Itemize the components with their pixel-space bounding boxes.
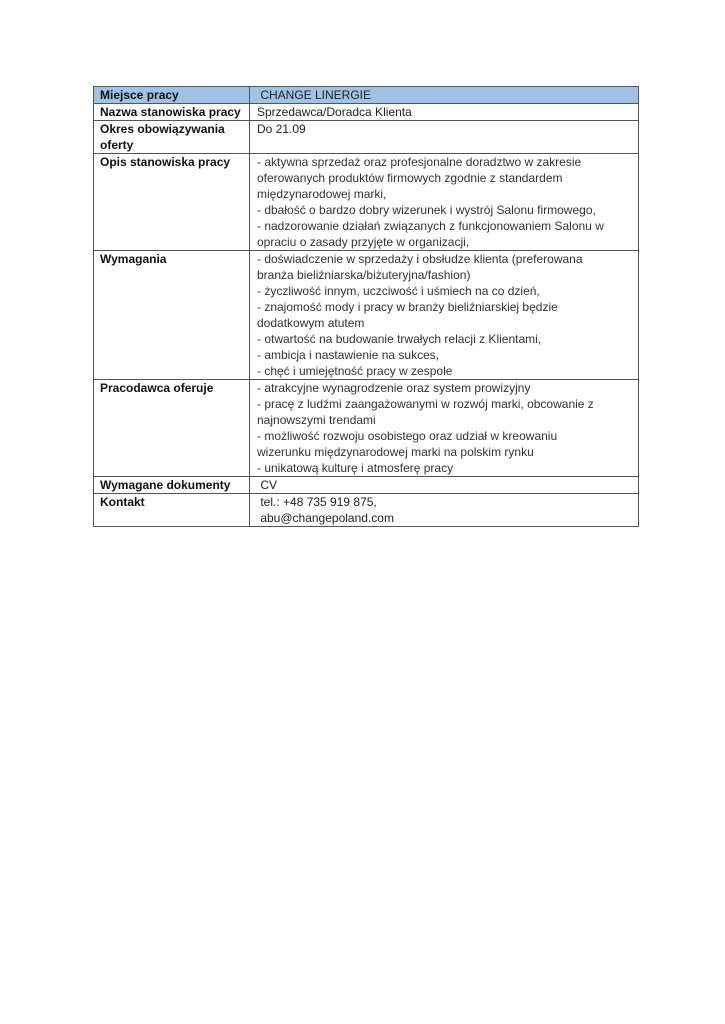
value-line: - aktywna sprzedaż oraz profesjonalne doradztwo w zakresie bbox=[257, 155, 582, 169]
label-miejsce-pracy: Miejsce pracy bbox=[94, 87, 250, 104]
row-kontakt bbox=[94, 494, 639, 527]
value-line: CHANGE LINERGIE bbox=[257, 88, 372, 102]
value-wymagania bbox=[250, 251, 639, 380]
value-pracodawca-oferuje bbox=[250, 380, 639, 477]
value-nazwa-stanowiska bbox=[250, 104, 639, 121]
value-line: międzynarodowej marki, bbox=[257, 187, 387, 201]
value-line: oferowanych produktów firmowych zgodnie z standardem bbox=[257, 171, 563, 185]
value-miejsce-pracy bbox=[250, 87, 639, 104]
value-line: dodatkowym atutem bbox=[257, 316, 365, 330]
value-line: - doświadczenie w sprzedaży i obsłudze klienta (preferowana bbox=[257, 252, 583, 266]
contact-phone: tel.: +48 735 919 875, bbox=[257, 495, 377, 509]
label-wymagane-dokumenty: Wymagane dokumenty bbox=[94, 477, 250, 494]
row-okres-obowiazywania bbox=[94, 121, 639, 154]
value-opis-stanowiska bbox=[250, 154, 639, 251]
value-line: najnowszymi trendami bbox=[257, 413, 376, 427]
value-line: Sprzedawca/Doradca Klienta bbox=[257, 105, 412, 119]
value-wymagane-dokumenty bbox=[250, 477, 639, 494]
label-pracodawca-oferuje: Pracodawca oferuje bbox=[94, 380, 250, 477]
contact-email: abu@changepoland.com bbox=[257, 511, 394, 525]
label-okres-obowiazywania bbox=[94, 121, 250, 154]
row-pracodawca-oferuje bbox=[94, 380, 639, 477]
label-line: Okres obowiązywania bbox=[100, 122, 225, 136]
job-offer-table bbox=[93, 86, 639, 527]
value-line: wizerunku międzynarodowej marki na polskim rynku bbox=[257, 445, 534, 459]
label-opis-stanowiska: Opis stanowiska pracy bbox=[94, 154, 250, 251]
value-line: - możliwość rozwoju osobistego oraz udział w kreowaniu bbox=[257, 429, 558, 443]
value-line: branża bieliźniarska/biżuteryjna/fashion) bbox=[257, 268, 471, 282]
value-line: - atrakcyjne wynagrodzenie oraz system prowizyjny bbox=[257, 381, 531, 395]
value-line: - pracę z ludźmi zaangażowanymi w rozwój marki, obcowanie z bbox=[257, 397, 594, 411]
row-miejsce-pracy bbox=[94, 87, 639, 104]
value-line: - znajomość mody i pracy w branży bieliźniarskiej będzie bbox=[257, 300, 558, 314]
value-kontakt bbox=[250, 494, 639, 527]
value-line: - ambicja i nastawienie na sukces, bbox=[257, 348, 440, 362]
value-line: CV bbox=[257, 478, 278, 492]
label-line: oferty bbox=[100, 138, 134, 152]
value-line: - dbałość o bardzo dobry wizerunek i wystrój Salonu firmowego, bbox=[257, 203, 596, 217]
value-line: opraciu o zasady przyjęte w organizacji, bbox=[257, 235, 470, 249]
label-nazwa-stanowiska: Nazwa stanowiska pracy bbox=[94, 104, 250, 121]
value-okres-obowiazywania bbox=[250, 121, 639, 154]
value-line: - nadzorowanie działań związanych z funkcjonowaniem Salonu w bbox=[257, 219, 604, 233]
value-line: Do 21.09 bbox=[257, 122, 306, 136]
row-wymagane-dokumenty bbox=[94, 477, 639, 494]
value-line: - unikatową kulturę i atmosferę pracy bbox=[257, 461, 454, 475]
value-line: - otwartość na budowanie trwałych relacji z Klientami, bbox=[257, 332, 542, 346]
row-nazwa-stanowiska bbox=[94, 104, 639, 121]
value-line: - życzliwość innym, uczciwość i uśmiech na co dzień, bbox=[257, 284, 540, 298]
value-line: - chęć i umiejętność pracy w zespole bbox=[257, 364, 453, 378]
label-wymagania: Wymagania bbox=[94, 251, 250, 380]
row-opis-stanowiska bbox=[94, 154, 639, 251]
label-kontakt: Kontakt bbox=[94, 494, 250, 527]
row-wymagania bbox=[94, 251, 639, 380]
